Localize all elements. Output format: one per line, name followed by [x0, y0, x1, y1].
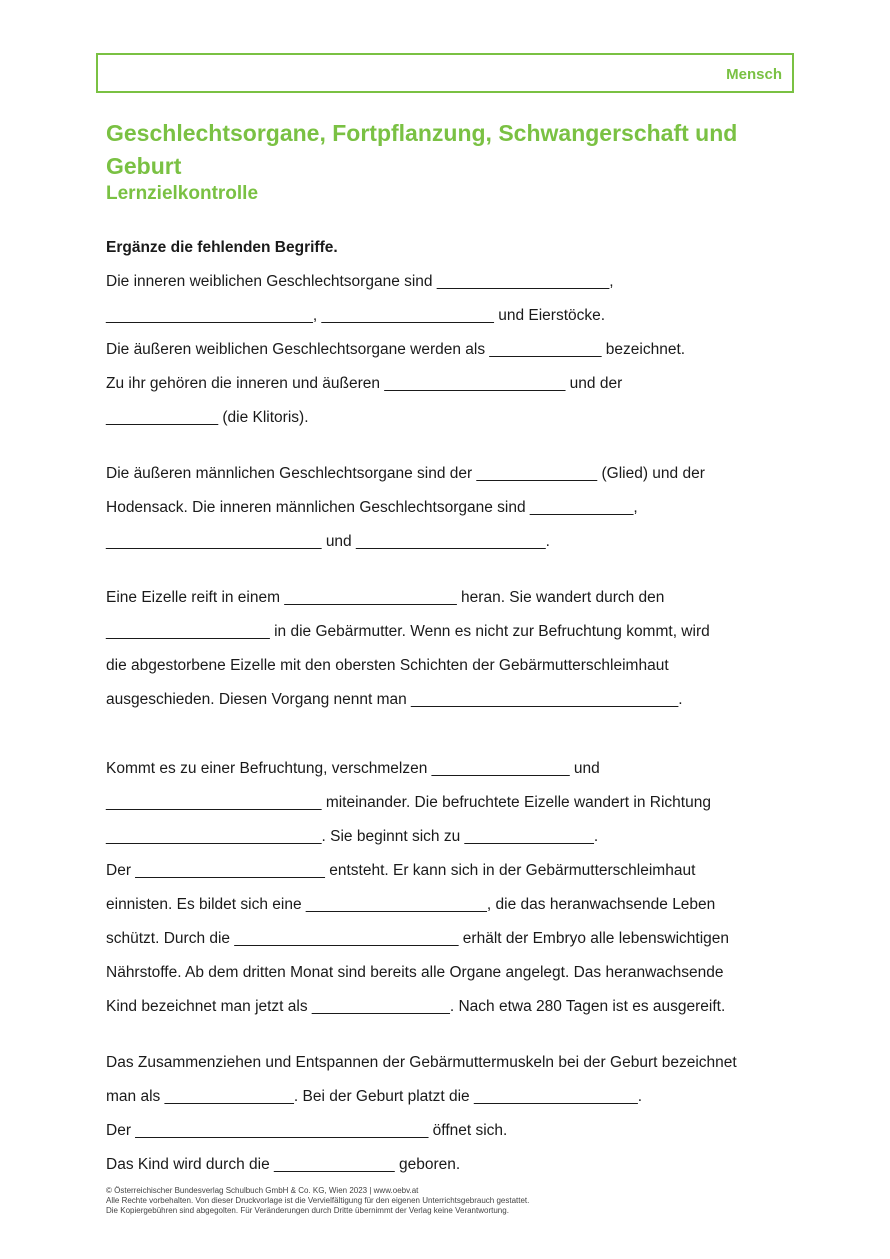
text-line: _____________ (die Klitoris).	[106, 409, 309, 426]
text-line: Hodensack. Die inneren männlichen Geschlechtsorgane sind ____________,	[106, 499, 638, 516]
text-line: _________________________ miteinander. Die befruchtete Eizelle wandert in Richtung	[106, 794, 711, 811]
text-line: Die äußeren männlichen Geschlechtsorgane sind der ______________ (Glied) und der	[106, 465, 705, 482]
text-line: ________________________, ____________________ und Eierstöcke.	[106, 307, 606, 324]
text-line: Kind bezeichnet man jetzt als ________________. Nach etwa 280 Tagen ist es ausgereift.	[106, 998, 726, 1015]
text-line: Nährstoffe. Ab dem dritten Monat sind bereits alle Organe angelegt. Das heranwachsende	[106, 964, 724, 981]
footer-line: Alle Rechte vorbehalten. Von dieser Druckvorlage ist die Vervielfältigung für den eigenen Unterrichtsgebrauch gestattet.	[106, 1196, 530, 1205]
footer-line: © Österreichischer Bundesverlag Schulbuch GmbH & Co. KG, Wien 2023 | www.oebv.at	[106, 1186, 419, 1195]
footer-line: Die Kopiergebühren sind abgegolten. Für Veränderungen durch Dritte übernimmt der Verlag keine Verantwortung.	[106, 1206, 509, 1215]
header-box	[96, 53, 794, 93]
text-line: Das Kind wird durch die ______________ geboren.	[106, 1156, 461, 1173]
text-line: ausgeschieden. Diesen Vorgang nennt man _______________________________.	[106, 691, 683, 708]
text-line: Der __________________________________ öffnet sich.	[106, 1122, 508, 1139]
text-line: _________________________ und ______________________.	[106, 533, 550, 550]
page-title: Geschlechtsorgane, Fortpflanzung, Schwangerschaft und Geburt	[106, 120, 738, 179]
text-line: Die äußeren weiblichen Geschlechtsorgane werden als _____________ bezeichnet.	[106, 341, 686, 358]
text-line: man als _______________. Bei der Geburt platzt die ___________________.	[106, 1088, 643, 1105]
text-line: Der ______________________ entsteht. Er kann sich in der Gebärmutterschleimhaut	[106, 862, 696, 879]
text-line: Das Zusammenziehen und Entspannen der Gebärmuttermuskeln bei der Geburt bezeichnet	[106, 1054, 737, 1071]
text-line: schützt. Durch die __________________________ erhält der Embryo alle lebenswichtigen	[106, 930, 730, 947]
subject-tag: Mensch	[726, 66, 782, 83]
text-line: Kommt es zu einer Befruchtung, verschmelzen ________________ und	[106, 760, 600, 777]
page-subtitle: Lernzielkontrolle	[106, 183, 259, 204]
text-line: die abgestorbene Eizelle mit den obersten Schichten der Gebärmutterschleimhaut	[106, 657, 669, 674]
text-line: Die inneren weiblichen Geschlechtsorgane sind ____________________,	[106, 273, 614, 290]
copyright-footer	[106, 1186, 529, 1216]
text-line: Eine Eizelle reift in einem ____________________ heran. Sie wandert durch den	[106, 589, 665, 606]
text-line: _________________________. Sie beginnt sich zu _______________.	[106, 828, 599, 845]
instruction: Ergänze die fehlenden Begriffe.	[106, 239, 338, 256]
text-line: einnisten. Es bildet sich eine _____________________, die das heranwachsende Leben	[106, 896, 716, 913]
text-line: Zu ihr gehören die inneren und äußeren _____________________ und der	[106, 375, 623, 392]
text-line: ___________________ in die Gebärmutter. Wenn es nicht zur Befruchtung kommt, wird	[106, 623, 710, 640]
